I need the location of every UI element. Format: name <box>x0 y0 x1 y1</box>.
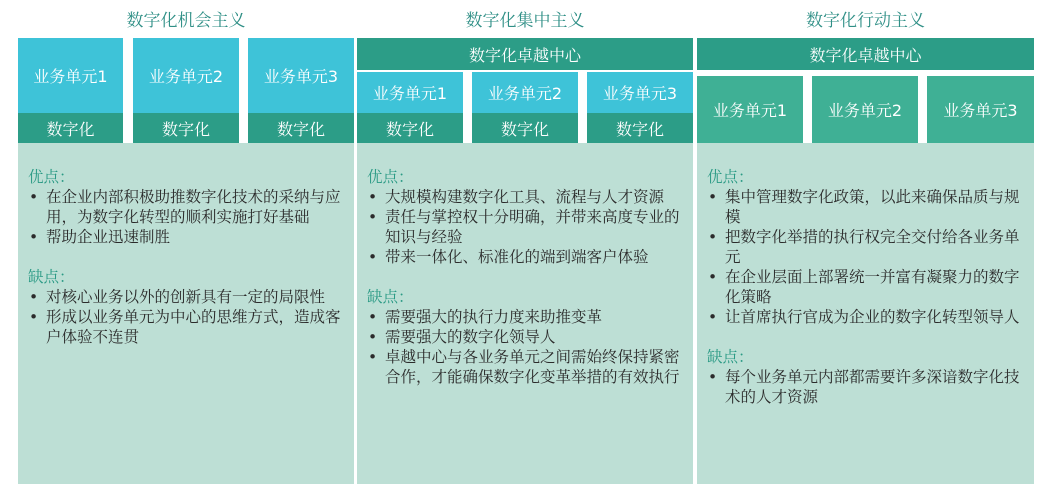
column-title: 数字化行动主义 <box>806 11 925 31</box>
column-centralism <box>357 0 693 491</box>
pros-item: • 帮助企业迅速制胜 <box>28 227 342 247</box>
cons-title: 缺点： <box>707 348 754 366</box>
digital-box-3 <box>248 113 354 143</box>
pros-item: • 集中管理数字化政策，以此来确保品质与规模 <box>707 187 1022 227</box>
pros-list <box>707 187 1022 327</box>
business-unit-label: 业务单元1 <box>33 67 108 86</box>
cons-item: • 需要强大的数字化领导人 <box>367 327 681 347</box>
business-unit-3 <box>248 38 354 113</box>
digital-label: 数字化 <box>276 119 325 139</box>
cons-item: • 形成以业务单元为中心的思维方式，造成客户体验不连贯 <box>28 307 342 347</box>
pros-item: • 大规模构建数字化工具、流程与人才资源 <box>367 187 681 207</box>
digital-box-2 <box>472 113 578 143</box>
cons-list <box>28 287 342 347</box>
business-unit-1 <box>18 38 123 113</box>
business-unit-label: 业务单元3 <box>602 84 678 103</box>
center-of-excellence <box>357 38 693 70</box>
digital-label: 数字化 <box>615 119 664 139</box>
pros-cons-panel <box>357 143 693 484</box>
cons-title: 缺点： <box>367 288 414 306</box>
pros-item: • 在企业内部积极助推数字化技术的采纳与应用，为数字化转型的顺利实施打好基础 <box>28 187 342 227</box>
digital-box-1 <box>18 113 123 143</box>
pros-item: • 把数字化举措的执行权完全交付给各业务单元 <box>707 227 1022 267</box>
business-unit-3 <box>587 72 693 113</box>
digital-label: 数字化 <box>500 119 549 139</box>
pros-title: 优点： <box>28 168 75 186</box>
business-unit-1 <box>697 76 803 143</box>
pros-item: • 在企业层面上部署统一并富有凝聚力的数字化策略 <box>707 267 1022 307</box>
business-unit-1 <box>357 72 463 113</box>
business-unit-label: 业务单元3 <box>943 101 1018 120</box>
business-unit-3 <box>927 76 1034 143</box>
business-unit-label: 业务单元2 <box>148 67 224 86</box>
business-unit-label: 业务单元2 <box>487 84 563 103</box>
digital-box-3 <box>587 113 693 143</box>
pros-title: 优点： <box>367 168 414 186</box>
column-title: 数字化集中主义 <box>465 11 585 31</box>
digital-label: 数字化 <box>385 119 434 139</box>
business-unit-label: 业务单元1 <box>712 101 788 120</box>
business-unit-2 <box>133 38 239 113</box>
pros-cons-panel <box>18 143 354 484</box>
business-unit-2 <box>472 72 578 113</box>
cons-item: • 需要强大的执行力度来助推变革 <box>367 307 681 327</box>
pros-item: • 让首席执行官成为企业的数字化转型领导人 <box>707 307 1022 327</box>
cons-list <box>367 307 681 387</box>
cons-item: • 卓越中心与各业务单元之间需始终保持紧密合作，才能确保数字化变革举措的有效执行 <box>367 347 681 387</box>
digital-box-2 <box>133 113 239 143</box>
pros-title: 优点： <box>707 168 754 186</box>
cons-list <box>707 367 1022 407</box>
business-unit-label: 业务单元1 <box>372 84 448 103</box>
pros-item: • 责任与掌控权十分明确，并带来高度专业的知识与经验 <box>367 207 681 247</box>
column-opportunism <box>18 0 354 491</box>
center-label: 数字化卓越中心 <box>468 45 581 65</box>
center-label: 数字化卓越中心 <box>809 45 922 65</box>
digital-box-1 <box>357 113 463 143</box>
cons-title: 缺点： <box>28 268 75 286</box>
pros-cons-panel <box>697 143 1034 484</box>
cons-item: • 对核心业务以外的创新具有一定的局限性 <box>28 287 342 307</box>
digital-label: 数字化 <box>161 119 210 139</box>
digital-label: 数字化 <box>46 119 95 139</box>
pros-item: • 带来一体化、标准化的端到端客户体验 <box>367 247 681 267</box>
business-unit-label: 业务单元3 <box>263 67 339 86</box>
business-unit-2 <box>812 76 918 143</box>
business-unit-label: 业务单元2 <box>827 101 903 120</box>
column-title: 数字化机会主义 <box>126 11 246 31</box>
column-activism <box>697 0 1034 491</box>
pros-list <box>367 187 681 267</box>
pros-list <box>28 187 342 247</box>
cons-item: • 每个业务单元内部都需要许多深谙数字化技术的人才资源 <box>707 367 1022 407</box>
center-of-excellence <box>697 38 1034 70</box>
